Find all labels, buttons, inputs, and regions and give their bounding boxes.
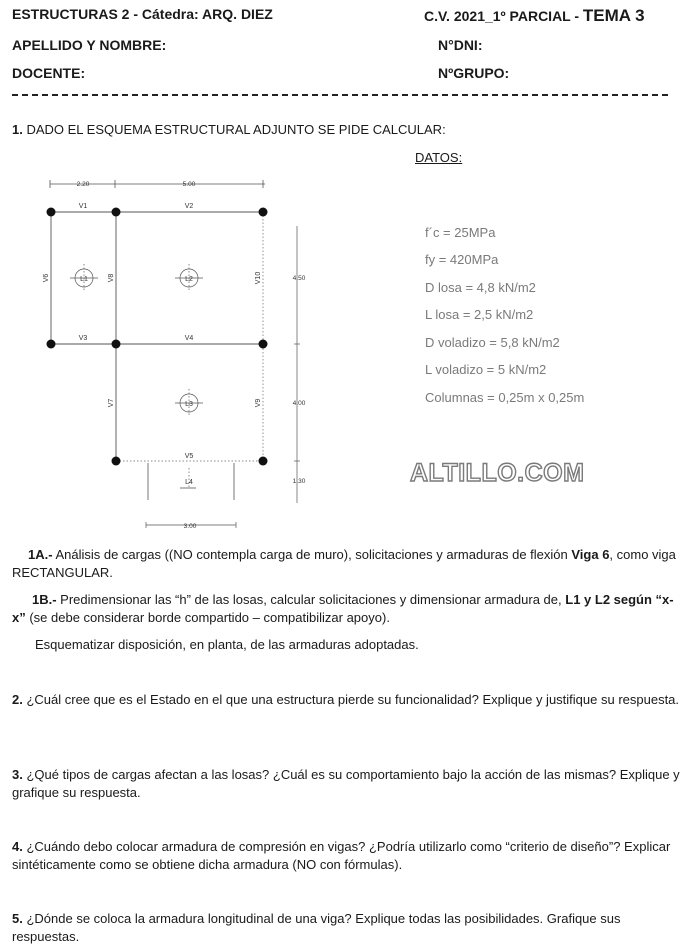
question-2 [12, 691, 682, 709]
beam-label-v3: V3 [78, 335, 88, 342]
question-1b-text: Predimensionar las “h” de las losas, calcular solicitaciones y dimensionar armadura de, [56, 592, 566, 607]
question-1a-bold: Viga 6 [571, 547, 610, 562]
question-2-text: ¿Cuál cree que es el Estado en el que una estructura pierde su funcionalidad? Explique y justifique su respuesta. [22, 692, 680, 707]
beam-label-v4: V4 [184, 335, 194, 342]
question-5-number: 5. [12, 911, 23, 926]
header-separator [12, 94, 668, 96]
question-1a-text-end: , como viga RECTANGULAR. [12, 547, 676, 580]
beam-label-v9: V9 [255, 398, 262, 408]
column-6 [259, 340, 268, 349]
question-3 [12, 766, 682, 802]
dato-l-voladizo: L voladizo = 5 kN/m2 [425, 362, 547, 377]
dni-field-label: N°DNI: [438, 37, 483, 53]
exam-period: C.V. 2021_1º PARCIAL - [424, 8, 583, 24]
slab-label-l2: L2 [185, 276, 193, 283]
beam-label-v2: V2 [184, 203, 194, 210]
right-dimension-lines [294, 226, 300, 503]
column-2 [112, 208, 121, 217]
column-7 [112, 457, 121, 466]
dato-d-losa: D losa = 4,8 kN/m2 [425, 280, 536, 295]
question-1-number: 1. [12, 122, 23, 137]
slab-label-l3: L3 [185, 401, 193, 408]
question-1-text: DADO EL ESQUEMA ESTRUCTURAL ADJUNTO SE PIDE CALCULAR: [22, 122, 446, 137]
question-1b-label: 1B.- [32, 592, 57, 607]
question-5 [12, 910, 682, 946]
column-8 [259, 457, 268, 466]
slab-markers [70, 264, 203, 488]
datos-title: DATOS: [415, 150, 463, 165]
question-1 [12, 122, 446, 137]
question-1a [12, 546, 682, 582]
question-4-text: ¿Cuándo debo colocar armadura de compresión en vigas? ¿Podría utilizarlo como “criterio de diseño”? Explicar sintéticamente como se obtiene dicha armadura (NO con fórmulas). [12, 839, 671, 872]
question-3-number: 3. [12, 767, 23, 782]
dato-l-losa: L losa = 2,5 kN/m2 [425, 307, 534, 322]
column-3 [259, 208, 268, 217]
group-field-label: NºGRUPO: [438, 65, 510, 81]
watermark: ALTILLO.COM [410, 459, 585, 487]
teacher-field-label: DOCENTE: [12, 65, 86, 81]
question-5-text: ¿Dónde se coloca la armadura longitudinal de una viga? Explique todas las posibilidades. Grafique sus respuestas. [12, 911, 621, 944]
question-4-number: 4. [12, 839, 23, 854]
question-1a-label: 1A.- [28, 547, 53, 562]
question-2-number: 2. [12, 692, 23, 707]
name-field-label: APELLIDO Y NOMBRE: [12, 37, 167, 53]
exam-info [424, 6, 645, 26]
dato-d-voladizo: D voladizo = 5,8 kN/m2 [425, 335, 560, 350]
beam-label-v10: V10 [255, 271, 262, 285]
question-1b-text-end: (se debe considerar borde compartido – compatibilizar apoyo). [25, 610, 390, 625]
beam-label-v5: V5 [184, 453, 194, 460]
dim-top-left: 2.20 [76, 181, 90, 188]
structural-diagram [0, 160, 340, 540]
exam-theme: TEMA 3 [582, 6, 645, 25]
dato-fc: f´c = 25MPa [425, 225, 496, 240]
dato-fy: fy = 420MPa [425, 252, 499, 267]
course-title: ESTRUCTURAS 2 - Cátedra: ARQ. DIEZ [12, 6, 273, 22]
beam-label-v7: V7 [108, 398, 115, 408]
question-1b-bold: L1 y L2 según “x-x” [12, 592, 674, 625]
dim-bottom: 3.00 [183, 523, 197, 530]
slab-label-l4: L4 [185, 479, 193, 486]
dim-right-2: 4.00 [292, 400, 306, 407]
slab-label-l1: L1 [80, 276, 88, 283]
column-5 [112, 340, 121, 349]
column-1 [47, 208, 56, 217]
question-1b [12, 591, 682, 627]
dato-columnas: Columnas = 0,25m x 0,25m [425, 390, 585, 405]
beam-label-v6: V6 [43, 273, 50, 283]
question-4 [12, 838, 682, 874]
dim-top-right: 5.00 [182, 181, 196, 188]
question-1a-text: Análisis de cargas ((NO contempla carga de muro), solicitaciones y armaduras de flexión [52, 547, 572, 562]
beam-label-v1: V1 [78, 203, 88, 210]
beam-label-v8: V8 [108, 273, 115, 283]
dim-right-3: 1.30 [292, 478, 306, 485]
question-3-text: ¿Qué tipos de cargas afectan a las losas? ¿Cuál es su comportamiento bajo la acción de las mismas? Explique y grafique su respuesta. [12, 767, 680, 800]
column-4 [47, 340, 56, 349]
dim-right-1: 4.50 [292, 275, 306, 282]
esquematizar-instruction: Esquematizar disposición, en planta, de las armaduras adoptadas. [35, 637, 419, 652]
